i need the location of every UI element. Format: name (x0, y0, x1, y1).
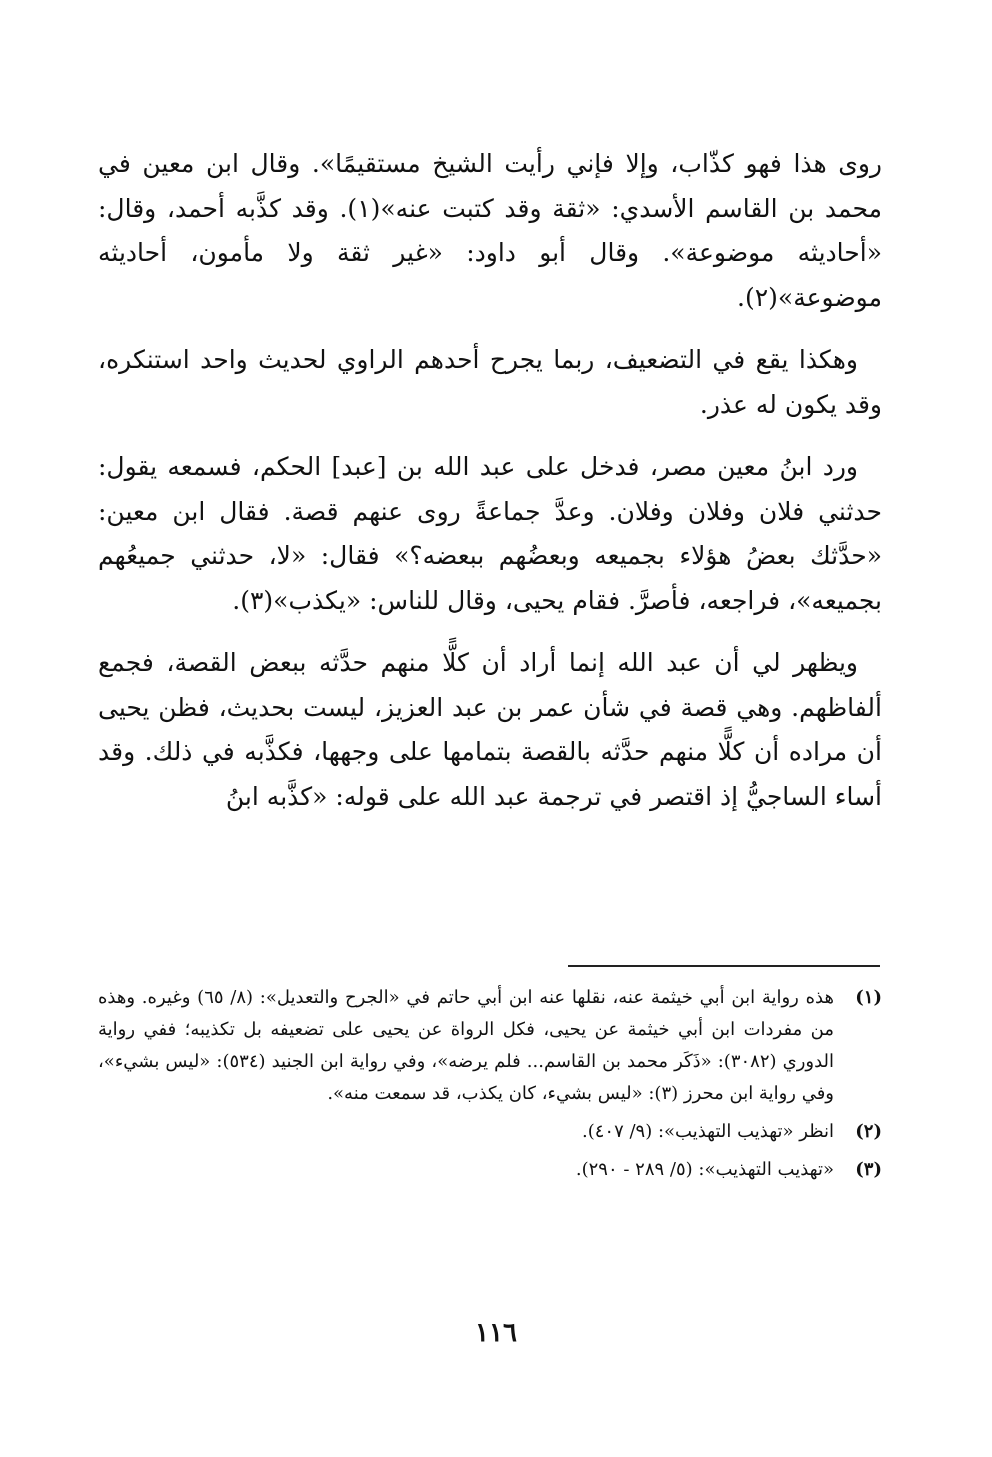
footnote-text: هذه رواية ابن أبي خيثمة عنه، نقلها عنه ابن أبي حاتم في «الجرح والتعديل»: (٨/ ٦٥) وغيره. وهذه من مفردات ابن أبي خيثمة عن يحيى، فكل الرواة عن يحيى على تضعيفه بل تكذيبه؛ ففي رواية الدوري (٣٠٨٢): «ذَكَر محمد بن القاسم... فلم يرضه»، وفي رواية ابن الجنيد (٥٣٤): «ليس بشيء»، وفي رواية ابن محرز (٣): «ليس بشيء، كان يكذب، قد سمعت منه». (98, 987, 835, 1104)
footnote-number: (٣) (855, 1159, 882, 1180)
footnote-1 (98, 982, 882, 1110)
page-number: ١١٦ (475, 1318, 517, 1348)
paragraph-3: ورد ابنُ معين مصر، فدخل على عبد الله بن [عبد] الحكم، فسمعه يقول: حدثني فلان وفلان وفلان. وعدَّ جماعةً روى عنهم قصة. فقال ابن معين: «حدَّثك بعضُ هؤلاء بجميعه وبعضُهم ببعضه؟» فقال: «لا، حدثني جميعُهم بجميعه»، فراجعه، فأصرَّ. فقام يحيى، وقال للناس: «يكذب»(٣). (98, 452, 882, 615)
paragraph-4: ويظهر لي أن عبد الله إنما أراد أن كلًّا منهم حدَّثه ببعض القصة، فجمع ألفاظهم. وهي قصة في شأن عمر بن عبد العزيز، ليست بحديث، فظن يحيى أن مراده أن كلًّا منهم حدَّثه بالقصة بتمامها على وجهها، فكذَّبه في ذلك. وقد أساء الساجيُّ إذ اقتصر في ترجمة عبد الله على قوله: «كذَّبه ابنُ (98, 648, 882, 811)
footnote-3 (98, 1154, 882, 1186)
footnote-2 (98, 1116, 882, 1148)
footnote-number: (١) (855, 987, 882, 1008)
footnote-text: انظر «تهذيب التهذيب»: (٩/ ٤٠٧). (581, 1121, 834, 1142)
footnotes (98, 982, 882, 1192)
main-text (98, 142, 882, 837)
paragraph-2: وهكذا يقع في التضعيف، ربما يجرح أحدهم الراوي لحديث واحد استنكره، وقد يكون له عذر. (98, 345, 882, 419)
footnote-text: «تهذيب التهذيب»: (٥/ ٢٨٩ - ٢٩٠). (575, 1159, 834, 1180)
footnote-separator (568, 965, 880, 967)
paragraph-1: روى هذا فهو كذّاب، وإلا فإني رأيت الشيخ مستقيمًا». وقال ابن معين في محمد بن القاسم الأسدي: «ثقة وقد كتبت عنه»(١). وقد كذَّبه أحمد، وقال: «أحاديثه موضوعة». وقال أبو داود: «غير ثقة ولا مأمون، أحاديثه موضوعة»(٢). (98, 149, 882, 312)
footnote-number: (٢) (855, 1121, 882, 1142)
